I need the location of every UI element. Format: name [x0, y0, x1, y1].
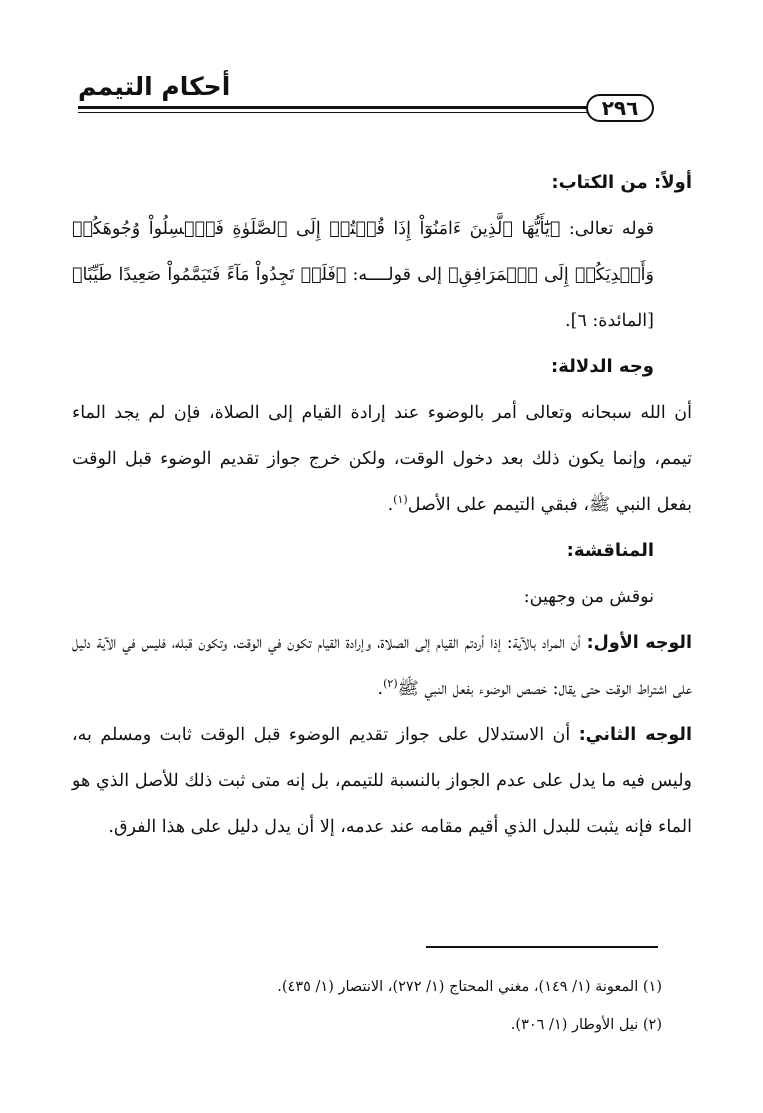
second-aspect-text: أن الاستدلال على جواز تقديم الوضوء قبل الوقت ثابت ومسلم به، وليس فيه ما يدل على عدم الجواز بالنسبة للتيمم، بل إنه متى ثبت ذلك للأصل الذي هو الماء فإنه يثبت للبدل الذي أقيم مقامه عند عدمه، إلا أن يدل دليل على هذا الفرق.	[72, 725, 692, 837]
second-aspect-label: الوجه الثاني:	[578, 725, 692, 745]
header-rule-thick	[78, 106, 588, 109]
footnote-ref-2: (٢)	[383, 677, 398, 691]
page-number-badge: ٢٩٦	[586, 94, 654, 122]
second-aspect-paragraph	[72, 712, 692, 850]
first-aspect-paragraph	[72, 620, 692, 712]
quote-intro: قوله تعالى:	[568, 219, 654, 239]
discussion-intro: نوقش من وجهين:	[523, 587, 654, 607]
quote-middle: إلى قولــــه:	[352, 265, 442, 285]
footnote-1: (١) المعونة (١/ ١٤٩)، مغني المحتاج (١/ ٢٧٢)، الانتصار (١/ ٤٣٥).	[277, 979, 662, 995]
verse-citation: [المائدة: ٦].	[565, 311, 654, 331]
footnotes	[72, 968, 662, 1044]
verse-part-two: ﴿فَلَمۡ تَجِدُواْ مَآءً فَتَيَمَّمُواْ صَعِيدًا طَيِّبًا﴾	[72, 265, 347, 285]
verse-part-one: ﴿يَٰٓأَيُّهَا ٱلَّذِينَ ءَامَنُوٓاْ إِذَا قُمۡتُمۡ إِلَى ٱلصَّلَوٰةِ فَٱغۡسِلُواْ وُجُوهَكُمۡ وَأَيۡدِيَكُمۡ إِلَى ٱلۡمَرَافِقِ﴾	[72, 219, 654, 285]
first-aspect-text: أن المراد بالآية: إذا أردتم القيام إلى الصلاة، وإرادة القيام تكون في الوقت، وتكون قبله، فليس في الآية دليل على اشتراط الوقت حتى يقال: خصص الوضوء بفعل النبي ﷺ	[72, 633, 692, 699]
evidence-end: .	[387, 495, 394, 515]
header-rule-thin	[78, 112, 588, 113]
evidence-paragraph	[72, 390, 692, 528]
quran-quote	[72, 206, 692, 344]
evidence-heading: وجه الدلالة:	[551, 356, 654, 377]
footnote-2: (٢) نيل الأوطار (١/ ٣٠٦).	[510, 1017, 662, 1033]
discussion-heading: المناقشة:	[566, 540, 654, 561]
footnote-separator	[426, 946, 658, 948]
footnote-ref-1: (١)	[393, 493, 408, 507]
main-text	[72, 160, 692, 850]
section-heading: أولاً: من الكتاب:	[551, 172, 692, 193]
first-aspect-label: الوجه الأول:	[586, 633, 692, 653]
evidence-text: أن الله سبحانه وتعالى أمر بالوضوء عند إرادة القيام إلى الصلاة، فإن لم يجد الماء تيمم، وإنما يكون ذلك بعد دخول الوقت، ولكن خرج جواز تقديم الوضوء قبل الوقت بفعل النبي ﷺ، فبقي التيمم على الأصل	[72, 403, 692, 515]
running-title: أحكام التيمم	[78, 72, 231, 101]
first-aspect-end: .	[377, 679, 384, 699]
